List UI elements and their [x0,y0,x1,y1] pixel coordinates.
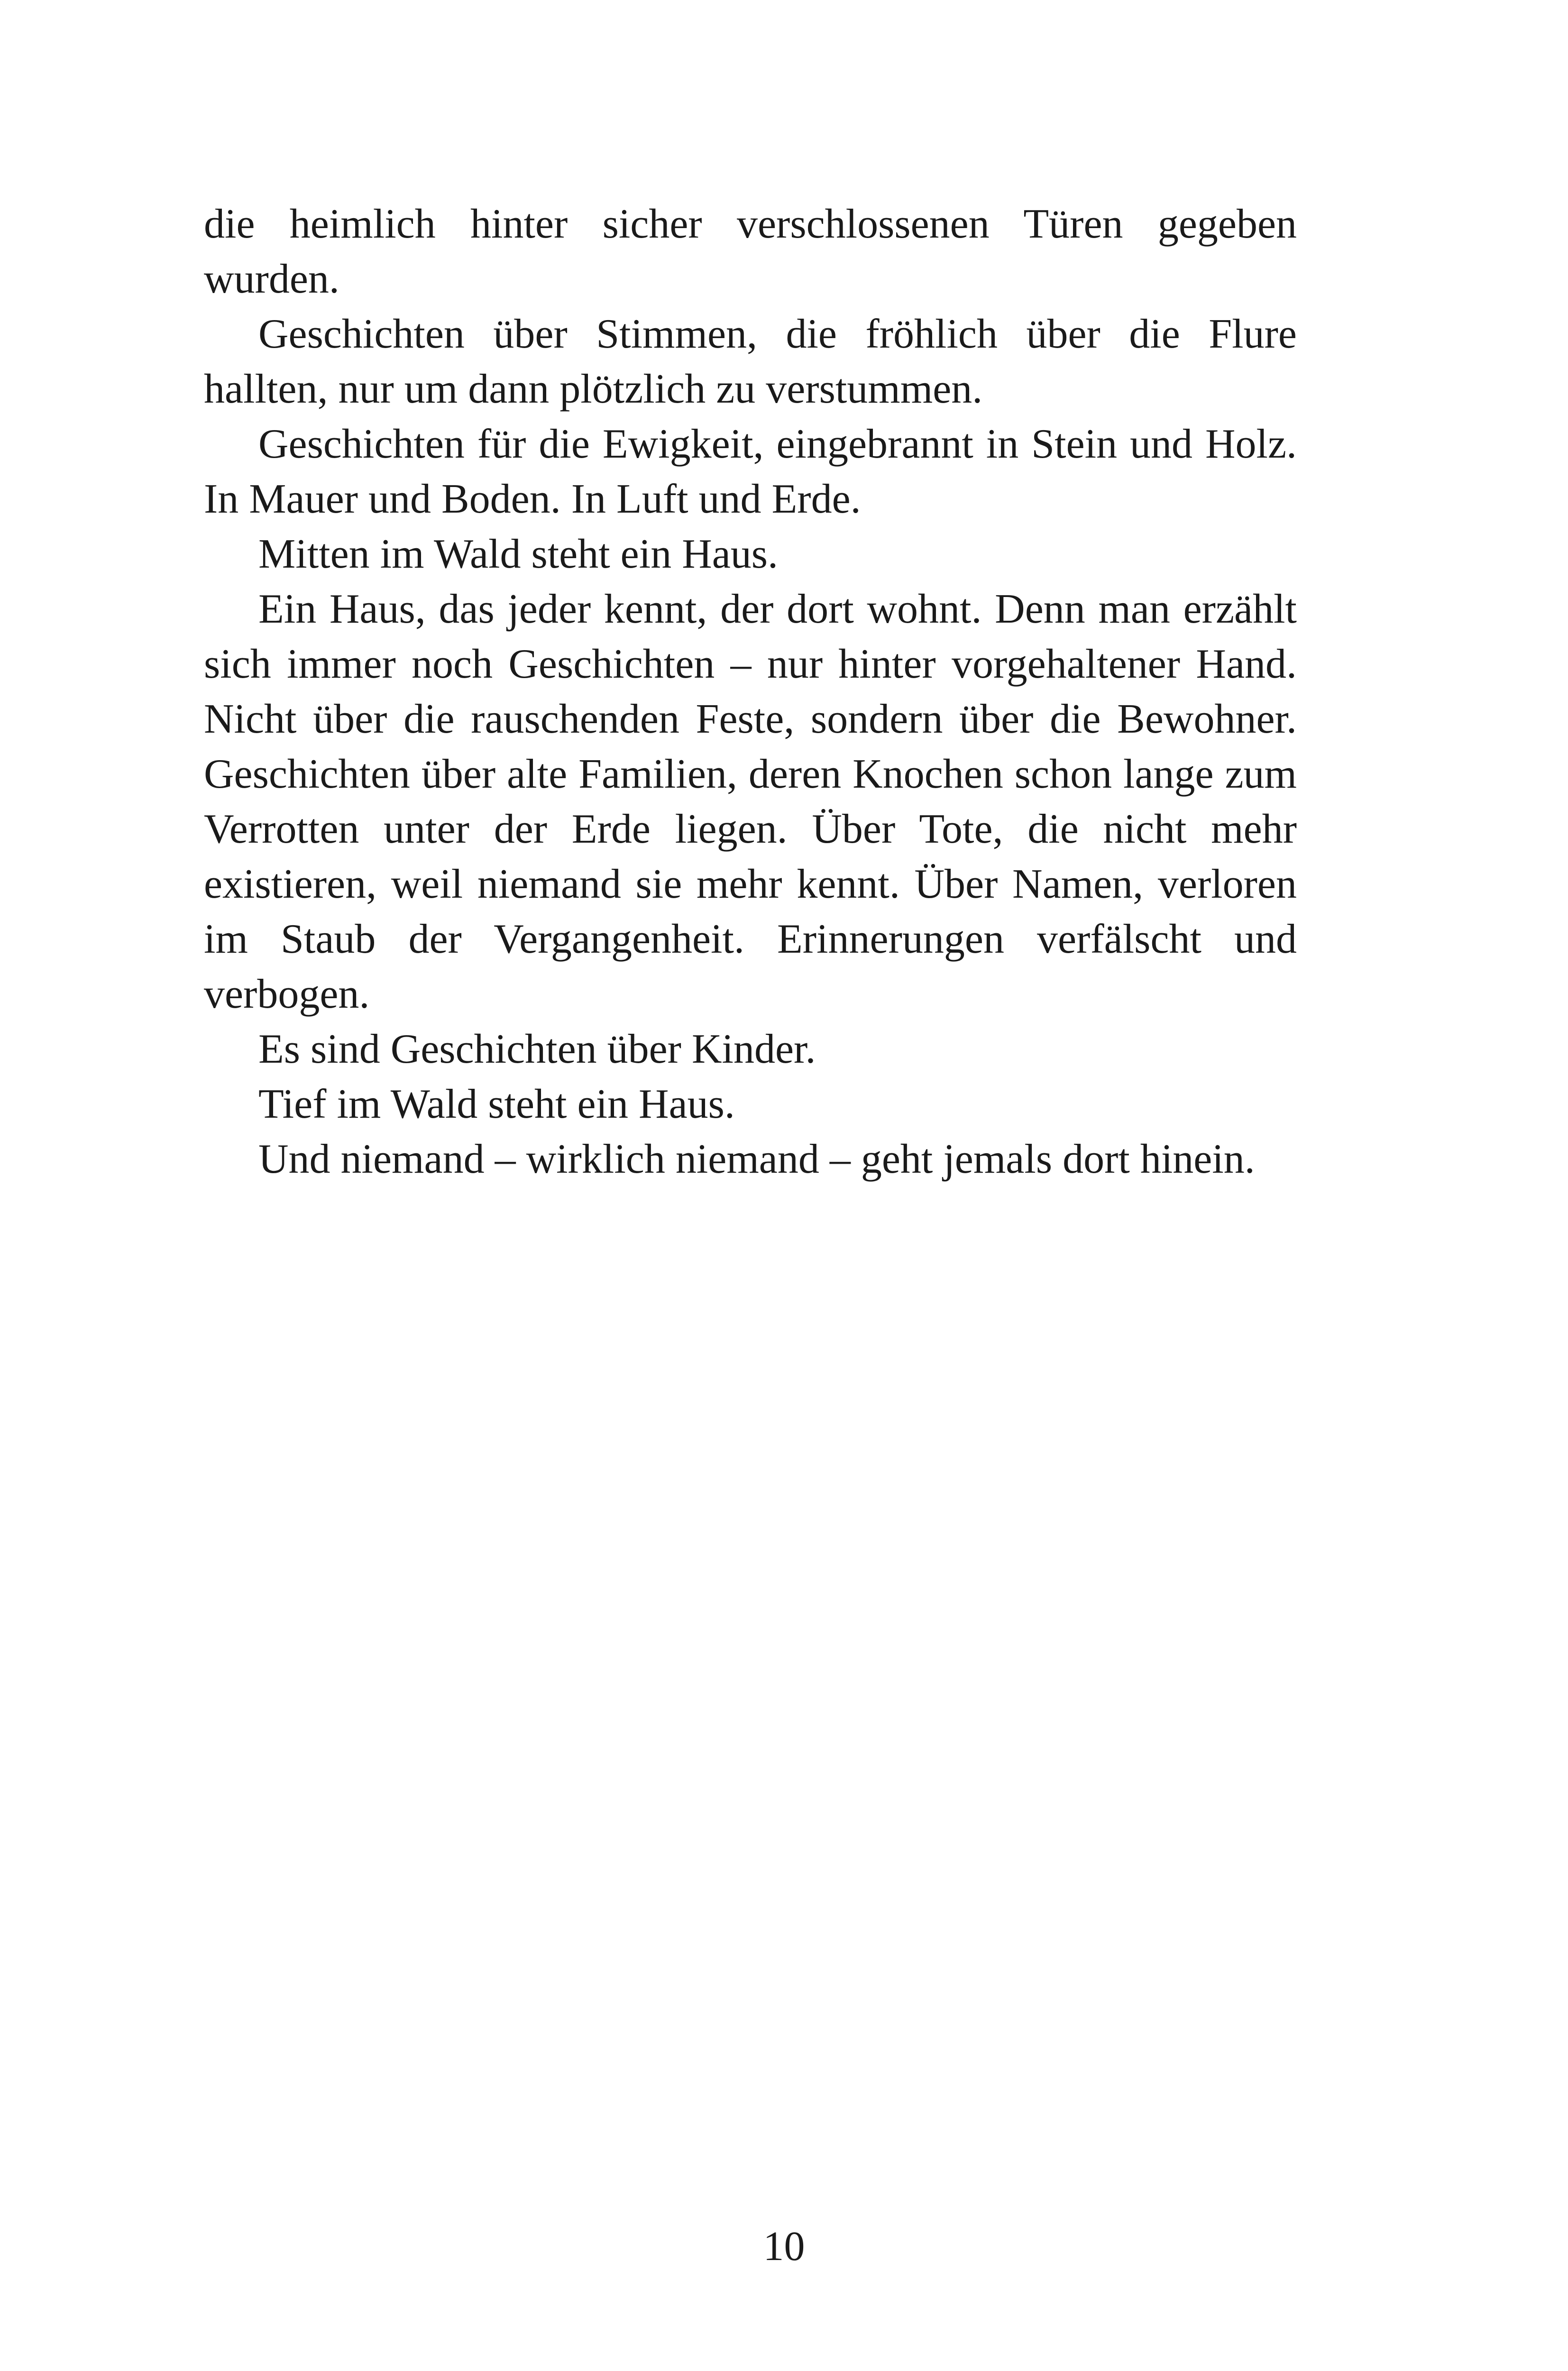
body-text [204,197,1297,1187]
paragraph-deep-forest: Tief im Wald steht ein Haus. [258,1081,735,1127]
paragraph-nobody-enters: Und niemand – wirklich niemand – geht jemals dort hinein. [258,1136,1255,1182]
paragraph-eternity: Geschichten für die Ewigkeit, eingebrannt in Stein und Holz. In Mauer und Boden. In Luft und Erde. [204,421,1297,522]
paragraph-stories: Ein Haus, das jeder kennt, der dort wohnt. Denn man erzählt sich immer noch Geschichten – nur hinter vorgehaltener Hand. Nicht über die rauschenden Feste, sondern über die Bewohner. Geschichten über alte Familien, deren Knochen schon lange zum Verrotten unter der Erde liegen. Über Tote, die nicht mehr existieren, weil niemand sie mehr kennt. Über Namen, verloren im Staub der Vergangenheit. Erinnerungen verfälscht und verbogen. [204,586,1297,1017]
paragraph-children: Es sind Geschichten über Kinder. [258,1026,816,1072]
paragraph-house-in-forest: Mitten im Wald steht ein Haus. [258,531,779,577]
page-number: 10 [763,2224,805,2270]
paragraph-continuation: die heimlich hinter sicher verschlossenen Türen gegeben wurden. [204,201,1297,302]
paragraph-voices: Geschichten über Stimmen, die fröhlich über die Flure hallten, nur um dann plötzlich zu verstummen. [204,311,1297,412]
